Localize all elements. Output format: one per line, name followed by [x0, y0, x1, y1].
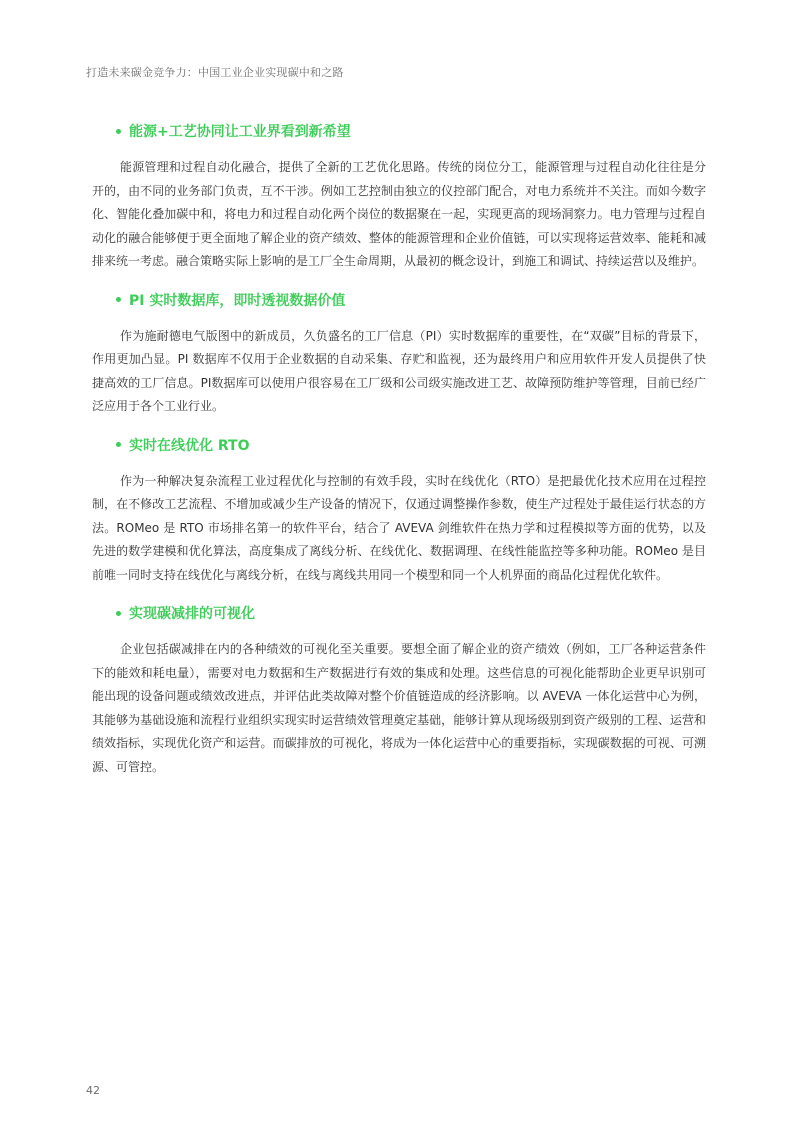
section-paragraph: 企业包括碳减排在内的各种绩效的可视化至关重要。要想全面了解企业的资产绩效（例如，工厂各种运营条件下的能效和耗电量），需要对电力数据和生产数据进行有效的集成和处理。这些信息的可视化能帮助企业更早识别可能出现的设备问题或绩效改进点，并评估此类故障对整个价值链造成的经济影响。以 AVEVA 一体化运营中心为例，其能够为基础设施和流程行业组织实现实时运营绩效管理奠定基础，能够计算从现场级别到资产级别的工程、运营和绩效指标，实现优化资产和运营。而碳排放的可视化，将成为一体化运营中心的重要指标，实现碳数据的可视、可溯源、可管控。 — [92, 642, 706, 774]
section-paragraph: 作为施耐德电气版图中的新成员，久负盛名的工厂信息（PI）实时数据库的重要性，在“双碳”目标的背景下，作用更加凸显。PI 数据库不仅用于企业数据的自动采集、存贮和监视，还为最终用户和应用软件开发人员提供了快捷高效的工厂信息。PI数据库可以使用户很容易在工厂级和公司级实施改进工艺、故障预防维护等管理，目前已经广泛应用于各个工业行业。 — [92, 328, 706, 413]
page-number: 42 — [86, 1084, 100, 1097]
page-content — [86, 120, 706, 794]
section-heading — [116, 434, 706, 456]
section-heading — [116, 602, 706, 624]
section-carbon-visualization — [86, 602, 706, 779]
section-heading-text: PI 实时数据库，即时透视数据价值 — [129, 292, 346, 309]
bullet-icon — [116, 442, 121, 447]
section-pi-database — [86, 289, 706, 419]
section-heading — [116, 289, 706, 311]
section-heading — [116, 120, 706, 142]
bullet-icon — [116, 129, 121, 134]
running-header: 打造未来碳金竞争力：中国工业企业实现碳中和之路 — [86, 66, 344, 79]
section-rto — [86, 434, 706, 588]
section-paragraph: 能源管理和过程自动化融合，提供了全新的工艺优化思路。传统的岗位分工，能源管理与过程自动化往往是分开的，由不同的业务部门负责，互不干涉。例如工艺控制由独立的仪控部门配合，对电力系统并不关注。而如今数字化、智能化叠加碳中和，将电力和过程自动化两个岗位的数据聚在一起，实现更高的现场洞察力。电力管理与过程自动化的融合能够便于更全面地了解企业的资产绩效、整体的能源管理和企业价值链，可以实现将运营效率、能耗和减排来统一考虑。融合策略实际上影响的是工厂全生命周期，从最初的概念设计，到施工和调试、持续运营以及维护。 — [92, 160, 706, 268]
section-heading-text: 实现碳减排的可视化 — [129, 606, 255, 622]
section-heading-text: 能源+工艺协同让工业界看到新希望 — [129, 124, 351, 140]
section-energy-process — [86, 120, 706, 274]
bullet-icon — [116, 611, 121, 616]
bullet-icon — [116, 297, 121, 302]
section-heading-text: 实时在线优化 RTO — [129, 437, 250, 454]
section-paragraph: 作为一种解决复杂流程工业过程优化与控制的有效手段，实时在线优化（RTO）是把最优化技术应用在过程控制，在不修改工艺流程、不增加或减少生产设备的情况下，仅通过调整操作参数，使生产过程处于最佳运行状态的方法。ROMeo 是 RTO 市场排名第一的软件平台，结合了 AVEVA 剑维软件在热力学和过程模拟等方面的优势，以及先进的数学建模和优化算法，高度集成了离线分析、在线优化、数据调理、在线性能监控等多种功能。ROMeo 是目前唯一同时支持在线优化与离线分析，在线与离线共用同一个模型和同一个人机界面的商品化过程优化软件。 — [92, 473, 706, 582]
